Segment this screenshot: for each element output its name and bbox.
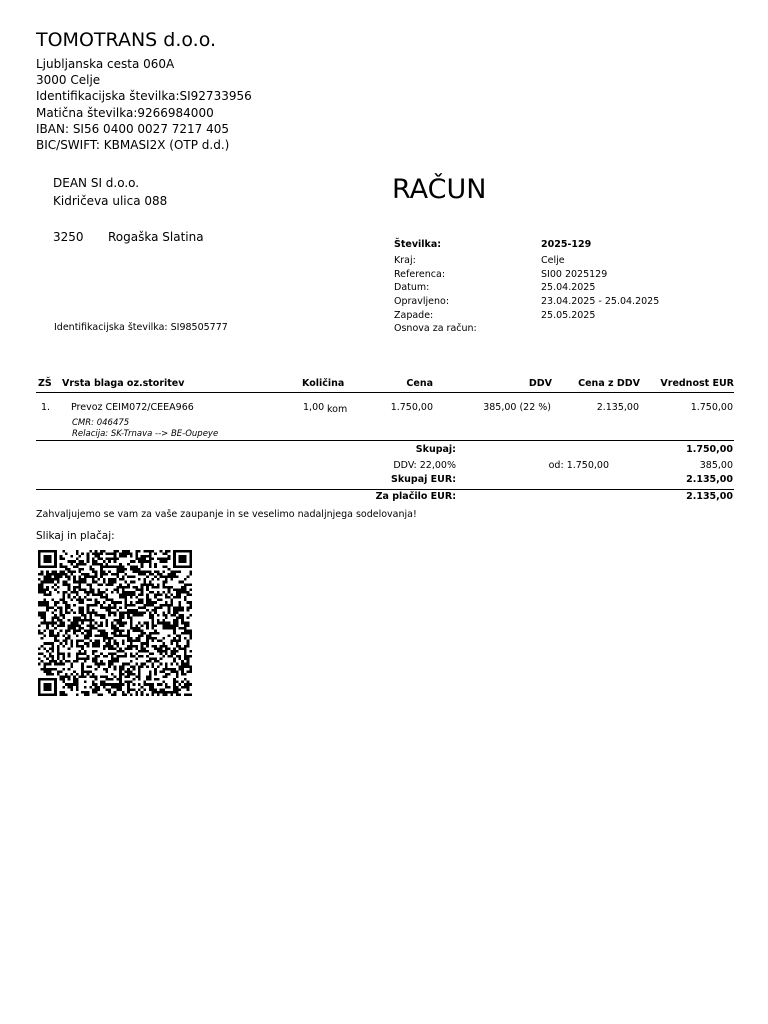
col-header-price: Cena — [406, 378, 433, 389]
thank-you-note: Zahvaljujemo se vam za vaše zaupanje in se veselimo nadaljnjega sodelovanja! — [36, 509, 417, 520]
seller-iban: IBAN: SI56 0400 0027 7217 405 — [36, 122, 230, 136]
row-no: 1. — [41, 402, 51, 413]
table-header-rule — [36, 392, 734, 393]
meta-label-basis: Osnova za račun: — [394, 323, 477, 334]
subtotal-value: 1.750,00 — [686, 444, 733, 455]
row-price-vat: 2.135,00 — [596, 402, 639, 413]
row-unit: kom — [327, 404, 348, 415]
qr-label: Slikaj in plačaj: — [36, 530, 115, 542]
payable-value: 2.135,00 — [686, 491, 733, 502]
buyer-street: Kidričeva ulica 088 — [53, 194, 168, 208]
meta-label-due: Zapade: — [394, 310, 434, 321]
row-qty: 1,00 — [303, 402, 325, 413]
buyer-city: Rogaška Slatina — [108, 230, 204, 244]
subtotal-label: Skupaj: — [415, 444, 456, 455]
meta-value-place: Celje — [541, 255, 565, 266]
meta-value-date: 25.04.2025 — [541, 282, 596, 293]
col-header-price-vat: Cena z DDV — [578, 378, 640, 389]
meta-value-performed: 23.04.2025 - 25.04.2025 — [541, 296, 660, 307]
seller-address-city: 3000 Celje — [36, 73, 101, 87]
seller-registration-number: Matična številka:9266984000 — [36, 106, 214, 120]
seller-bic: BIC/SWIFT: KBMASI2X (OTP d.d.) — [36, 138, 230, 152]
row-note-route: Relacija: SK-Trnava --> BE-Oupeye — [72, 429, 219, 439]
col-header-vat: DDV — [528, 378, 552, 389]
col-header-qty: Količina — [302, 378, 345, 389]
seller-address-street: Ljubljanska cesta 060A — [36, 57, 175, 71]
seller-tax-id: Identifikacijska številka:SI92733956 — [36, 89, 252, 103]
meta-value-due: 25.05.2025 — [541, 310, 596, 321]
table-body-rule — [36, 440, 734, 441]
row-vat: 385,00 (22 %) — [483, 402, 551, 413]
col-header-value: Vrednost EUR — [660, 378, 734, 389]
vat-label: DDV: 22,00% — [393, 460, 456, 471]
row-price: 1.750,00 — [390, 402, 433, 413]
payment-qr-code — [38, 550, 192, 696]
buyer-tax-id: Identifikacijska številka: SI98505777 — [54, 322, 228, 333]
invoice-title: RAČUN — [392, 174, 487, 205]
meta-value-reference: SI00 2025129 — [541, 269, 608, 280]
vat-value: 385,00 — [699, 460, 733, 471]
meta-label-performed: Opravljeno: — [394, 296, 450, 307]
meta-label-number: Številka: — [394, 239, 442, 250]
row-item: Prevoz CEIM072/CEEA966 — [71, 402, 194, 413]
buyer-name: DEAN SI d.o.o. — [53, 176, 140, 190]
meta-label-place: Kraj: — [394, 255, 416, 266]
col-header-item: Vrsta blaga oz.storitev — [62, 378, 185, 389]
payable-label: Za plačilo EUR: — [375, 491, 456, 502]
row-note-cmr: CMR: 046475 — [72, 418, 130, 428]
vat-base: od: 1.750,00 — [548, 460, 609, 471]
totals-rule — [36, 489, 734, 490]
col-header-no: ZŠ — [38, 378, 52, 389]
meta-label-date: Datum: — [394, 282, 430, 293]
company-name: TOMOTRANS d.o.o. — [36, 29, 217, 51]
row-value: 1.750,00 — [690, 402, 733, 413]
meta-label-reference: Referenca: — [394, 269, 446, 280]
total-value: 2.135,00 — [686, 474, 733, 485]
meta-value-number: 2025-129 — [541, 239, 592, 250]
total-label: Skupaj EUR: — [390, 474, 456, 485]
buyer-postal-code: 3250 — [53, 230, 84, 244]
